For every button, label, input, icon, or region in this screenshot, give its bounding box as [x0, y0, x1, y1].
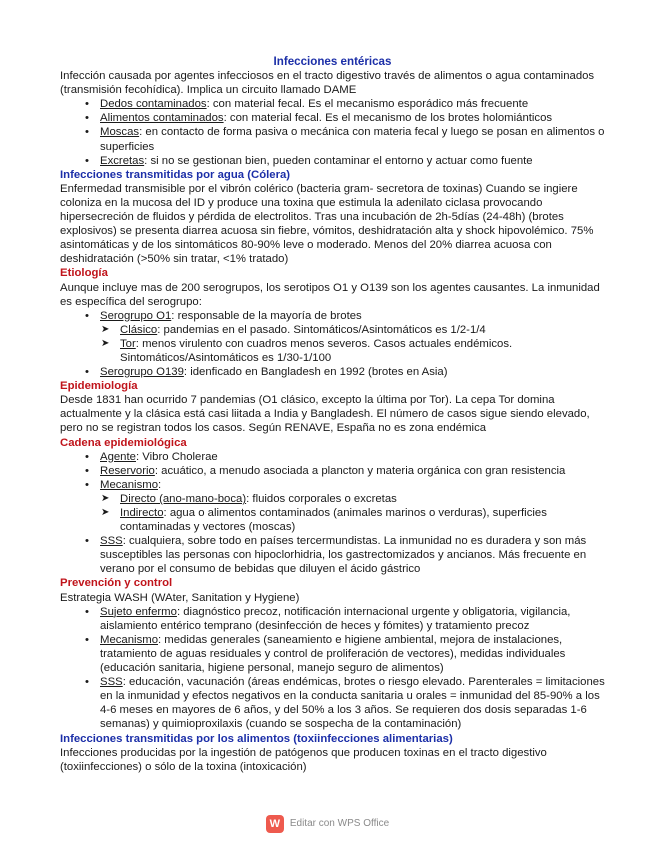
list-item [60, 154, 605, 168]
list-item [60, 534, 605, 576]
dame-list [60, 97, 605, 167]
prevencion-paragraph: Estrategia WASH (WAter, Sanitation y Hygiene) [60, 591, 300, 604]
prevencion-term: SSS [100, 676, 123, 689]
prevencion-list [60, 605, 605, 732]
cadena-text: : cualquiera, sobre todo en países tercermundistas. La inmunidad no es duradera y son más susceptibles las personas con hipoclorhidria, los gastrectomizados y ancianos. Más frecuente en verano por el consumo de bebidas que diluyen el ácido gástrico [100, 535, 587, 576]
biotype-term: Tor [120, 337, 136, 350]
section-heading-epidemiologia: Epidemiología [60, 380, 138, 393]
biotype-list [100, 323, 605, 365]
list-item [60, 365, 605, 379]
page-title: Infecciones entéricas [273, 55, 392, 68]
wps-edit-link[interactable]: Editar con WPS Office [289, 817, 390, 829]
wps-footer[interactable] [0, 815, 655, 833]
biotype-term: Clásico [120, 323, 158, 336]
mecanismo-list [100, 492, 605, 534]
cadena-text: : [158, 478, 162, 491]
dame-text: : en contacto de forma pasiva o mecánica con materia fecal y luego se posan en alimentos o superficies [100, 126, 605, 153]
serogroup-term: Serogrupo O1 [100, 309, 172, 322]
epidemiologia-paragraph: Desde 1831 han ocurrido 7 pandemias (O1 clásico, excepto la última por Tor). La cepa Tor domina actualmente y la clásica está casi liitada a India y Bangladesh. El número de casos sigue siendo elevado, pero no se registran todos los casos. Según RENAVE, España no es zona endémica [60, 394, 590, 435]
serogroup-term: Serogrupo O139 [100, 366, 184, 379]
list-item [60, 464, 605, 478]
dame-term: Alimentos contaminados [100, 112, 224, 125]
biotype-text: : pandemias en el pasado. Sintomáticos/Asintomáticos es 1/2-1/4 [157, 323, 486, 336]
list-item [60, 675, 605, 731]
list-item [60, 450, 605, 464]
mecanismo-term: Directo (ano-mano-boca) [120, 492, 247, 505]
dame-text: : con material fecal. Es el mecanismo esporádico más frecuente [206, 98, 529, 111]
list-item [60, 97, 605, 111]
mecanismo-text: : agua o alimentos contaminados (animales marinos o verduras), superficies contaminadas y vectores (moscas) [120, 507, 547, 534]
prevencion-text: : diagnóstico precoz, notificación internacional urgente y obligatoria, vigilancia, aislamiento entérico temprano (desinfección de heces y fómites) y tratamiento precoz [100, 605, 571, 632]
wps-logo-icon: W [266, 815, 284, 833]
section-heading-alimentos: Infecciones transmitidas por los alimentos (toxiinfecciones alimentarias) [60, 732, 453, 745]
cadena-text: : Vibro Cholerae [135, 450, 218, 463]
cadena-term: Agente [100, 450, 136, 463]
list-item [60, 605, 605, 633]
list-item [100, 323, 605, 337]
dame-term: Moscas [100, 126, 140, 139]
alimentos-paragraph: Infecciones producidas por la ingestión de patógenos que producen toxinas en el tracto digestivo (toxiinfecciones) o sólo de la toxina (intoxicación) [60, 746, 547, 773]
mecanismo-term: Indirecto [120, 507, 164, 519]
list-item [60, 478, 605, 534]
cadena-text: : acuático, a menudo asociada a plancton y materia orgánica con gran resistencia [154, 464, 566, 477]
section-heading-etiologia: Etiología [60, 267, 108, 280]
prevencion-text: : medidas generales (saneamiento e higiene ambiental, mejora de instalaciones, tratamiento de aguas residuales y control de proliferación de vectores), medidas individuales (educación sanitaria, higiene personal, manejo seguro de alimentos) [100, 633, 566, 675]
dame-term: Excretas [100, 154, 145, 167]
etiologia-paragraph: Aunque incluye mas de 200 serogrupos, los serotipos O1 y O139 son los agentes causantes. La inmunidad es específica del serogrupo: [60, 281, 600, 308]
cadena-term: SSS [100, 535, 123, 548]
serogroup-text: : responsable de la mayoría de brotes [171, 309, 362, 322]
serogroup-list [60, 309, 605, 379]
list-item [60, 633, 605, 675]
document-body [60, 55, 605, 774]
intro-paragraph: Infección causada por agentes infecciosos en el tracto digestivo través de alimentos o agua contaminados (transmisión fecohídica). Implica un circuito llamado DAME [60, 70, 595, 97]
prevencion-text: : educación, vacunación (áreas endémicas, brotes o riesgo elevado. Parenterales = limitaciones en la inmunidad y efectos negativos en la conducta sanitaria u orales = inmunidad del 85-90% a los 4-6 meses en mayores de 6 años, y del 50% a los 3 años. Se requieren dos dosis separadas 1-6 semanas) y quimioproxilaxis (cuando se sospecha de la contaminación) [100, 676, 605, 731]
list-item [100, 492, 605, 506]
cadena-term: Mecanismo [100, 478, 158, 491]
agua-paragraph: Enfermedad transmisible por el vibrón colérico (bacteria gram- secretora de toxinas) Cuando se ingiere coloniza en la mucosa del ID y produce una toxina que estimula la adenilato ciclasa provocando hipersecreción de fluidos y pérdida de electrolitos. Tras una incubación de 2h-5días (24-48h) (brotes explosivos) se presenta diarrea acuosa sin fiebre, vómitos, deshidratación alta y shock hipovolémico. 75% asintomáticas y de los sintomáticos 80-90% leve o moderado. Menos del 20% diarrea acuosa con deshidratación (>50% sin tratar, <1% tratado) [60, 182, 594, 266]
list-item [60, 309, 605, 365]
dame-text: : si no se gestionan bien, pueden contaminar el entorno y actuar como fuente [144, 154, 533, 167]
section-heading-prevencion: Prevención y control [60, 577, 173, 590]
section-heading-cadena: Cadena epidemiológica [60, 436, 187, 449]
cadena-list [60, 450, 605, 577]
biotype-text: : menos virulento con cuadros menos severos. Casos actuales endémicos. Sintomáticos/Asintomáticos es 1/30-1/100 [120, 337, 513, 364]
prevencion-term: Sujeto enfermo [100, 605, 177, 618]
list-item [60, 125, 605, 153]
serogroup-text: : idenficado en Bangladesh en 1992 (brotes en Asia) [183, 366, 448, 379]
prevencion-term: Mecanismo [100, 633, 158, 646]
list-item [100, 337, 605, 365]
dame-term: Dedos contaminados [100, 98, 207, 111]
section-heading-agua: Infecciones transmitidas por agua (Cólera) [60, 168, 291, 181]
mecanismo-text: : fluidos corporales o excretas [246, 492, 397, 505]
list-item [100, 506, 605, 534]
dame-text: : con material fecal. Es el mecanismo de los brotes holomiánticos [223, 112, 553, 125]
cadena-term: Reservorio [100, 464, 155, 477]
list-item [60, 111, 605, 125]
